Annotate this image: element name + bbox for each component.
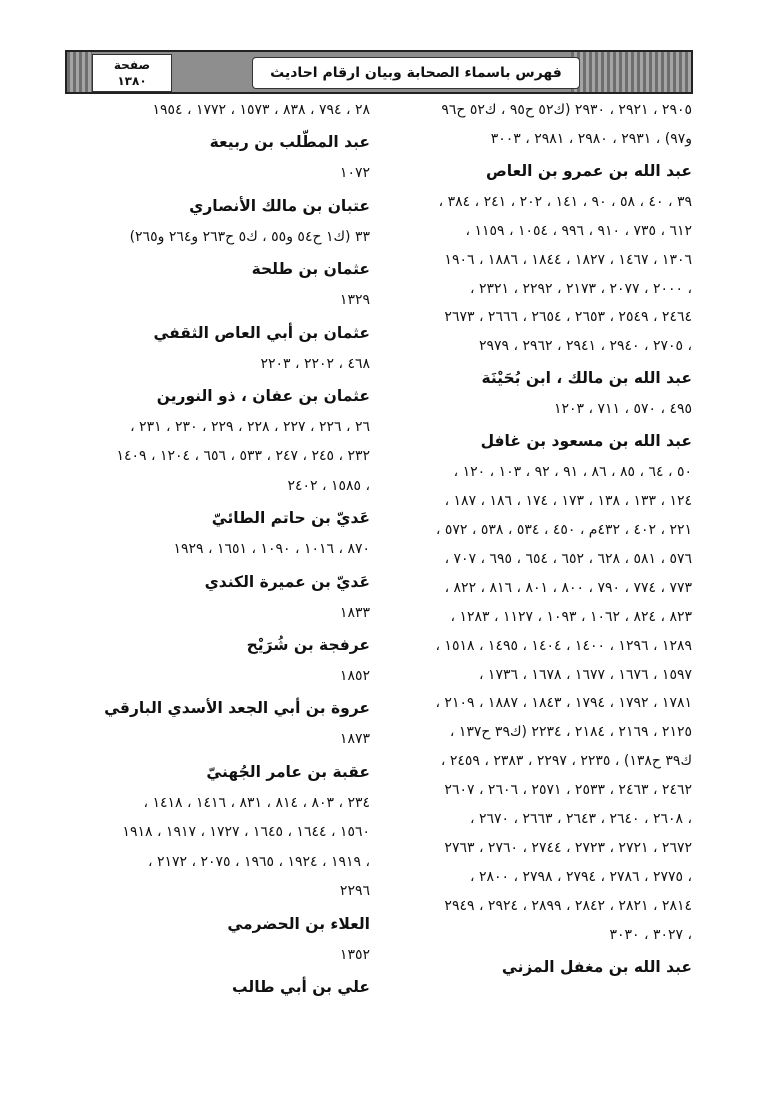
page-number: ١٣٨٠ bbox=[117, 74, 147, 88]
header-hatch-right bbox=[571, 52, 691, 92]
entry bbox=[60, 125, 370, 188]
entry bbox=[60, 970, 370, 1004]
companion-name: عرفجة بن شُرَيْح bbox=[246, 636, 370, 655]
entry bbox=[60, 96, 370, 125]
hadith-numbers: ٤٦٨ ، ٢٢٠٢ ، ٢٢٠٣ bbox=[260, 355, 370, 372]
hadith-numbers: ٥٠ ، ٦٤ ، ٨٥ ، ٨٦ ، ٩١ ، ٩٢ ، ١٠٣ ، ١٢٠ ، ١٢٤ ، ١٣٣ ، ١٣٨ ، ١٧٣ ، ١٧٤ ، ١٨٦ ، ١٨٧ ، ٢٢١ ، ٤٠٢ ، ٤٣٢م ، ٤٥٠ ، ٥٣٤ ، ٥٣٨ ، ٥٧٢ ، ٥٧٦ ، ٥٨١ ، ٦٢٨ ، ٦٥٢ ، ٦٥٤ ، ٦٩٥ ، ٧٠٧ ، ٧٧٣ ، ٧٧٤ ، ٧٩٠ ، ٨٠٠ ، ٨٠١ ، ٨١٦ ، ٨٢٢ ، ٨٢٣ ، ٨٢٤ ، ١٠٦٢ ، ١٠٩٣ ، ١١٢٧ ، ١٢٨٣ ، ١٢٨٩ ، ١٢٩٦ ، ١٤٠٠ ، ١٤٠٤ ، ١٤٩٥ ، ١٥١٨ ، ١٥٩٧ ، ١٦٧٦ ، ١٦٧٧ ، ١٦٧٨ ، ١٧٣٦ ، ١٧٨١ ، ١٧٩٢ ، ١٧٩٤ ، ١٨٤٣ ، ١٨٨٧ ، ٢١٠٩ ، ٢١٢٥ ، ٢١٦٩ ، ٢١٨٤ ، ٢٢٣٤ (ك٣٩ ح١٣٧ ، ك٣٩ ح١٣٨) ، ٢٢٣٥ ، ٢٢٩٧ ، ٢٣٨٣ ، ٢٤٥٩ ، ٢٤٦٢ ، ٢٤٦٣ ، ٢٥٣٣ ، ٢٥٧١ ، ٢٦٠٦ ، ٢٦٠٧ ، ٢٦٠٨ ، ٢٦٤٠ ، ٢٦٤٣ ، ٢٦٦٣ ، ٢٦٧٠ ، ٢٦٧٢ ، ٢٧٢١ ، ٢٧٢٣ ، ٢٧٤٤ ، ٢٧٦٠ ، ٢٧٦٣ ، ٢٧٧٥ ، ٢٧٨٦ ، ٢٧٩٤ ، ٢٧٩٨ ، ٢٨٠٠ ، ٢٨١٤ ، ٢٨٢١ ، ٢٨٤٢ ، ٢٨٩٩ ، ٢٩٢٤ ، ٢٩٤٩ ، ٣٠٢٧ ، ٣٠٣٠ bbox=[435, 464, 692, 943]
entry bbox=[60, 907, 370, 970]
hadith-numbers: ٨٧٠ ، ١٠١٦ ، ١٠٩٠ ، ١٦٥١ ، ١٩٢٩ bbox=[173, 541, 370, 558]
entry bbox=[60, 316, 370, 379]
companion-name: عثمان بن طلحة bbox=[251, 260, 370, 279]
header-hatch-left bbox=[67, 52, 92, 92]
hadith-numbers: ٢٦ ، ٢٢٦ ، ٢٢٧ ، ٢٢٨ ، ٢٢٩ ، ٢٣٠ ، ٢٣١ ، ٢٣٢ ، ٢٤٥ ، ٢٤٧ ، ٥٣٣ ، ٦٥٦ ، ١٢٠٤ ، ١٤٠٩ ، ١٥٨٥ ، ٢٤٠٢ bbox=[116, 419, 370, 494]
companion-name: عَديّ بن حاتم الطائيّ bbox=[211, 509, 370, 528]
companion-name: عبد الله بن عمرو بن العاص bbox=[485, 161, 692, 180]
entry bbox=[60, 379, 370, 501]
hadith-numbers: ١٠٧٢ bbox=[339, 165, 370, 182]
entry bbox=[60, 252, 370, 315]
entry bbox=[60, 565, 370, 628]
hadith-numbers: ١٣٥٢ bbox=[339, 946, 370, 963]
companion-name: عروة بن أبي الجعد الأسدي البارقي bbox=[104, 699, 370, 718]
hadith-numbers: ٤٩٥ ، ٥٧٠ ، ٧١١ ، ١٢٠٣ bbox=[553, 401, 692, 418]
header-title: فهرس باسماء الصحابة وبيان ارقام احاديث bbox=[252, 57, 580, 89]
companion-name: العلاء بن الحضرمي bbox=[227, 914, 370, 933]
entry bbox=[392, 950, 692, 984]
right-column bbox=[392, 96, 692, 984]
left-column bbox=[60, 96, 370, 1004]
hadith-numbers: ١٨٧٣ bbox=[339, 731, 370, 748]
companion-name: عبد الله بن مالك ، ابن بُحَيْنَة bbox=[481, 369, 692, 388]
companion-name: علي بن أبي طالب bbox=[231, 977, 370, 996]
entry bbox=[392, 96, 692, 154]
entry bbox=[60, 189, 370, 252]
entry bbox=[392, 361, 692, 424]
entry bbox=[60, 501, 370, 564]
entry bbox=[60, 691, 370, 754]
hadith-numbers: ٢٨ ، ٧٩٤ ، ٨٣٨ ، ١٥٧٣ ، ١٧٧٢ ، ١٩٥٤ bbox=[152, 102, 370, 118]
hadith-numbers: ٢٣٤ ، ٨٠٣ ، ٨١٤ ، ٨٣١ ، ١٤١٦ ، ١٤١٨ ، ١٥٦٠ ، ١٦٤٤ ، ١٦٤٥ ، ١٧٢٧ ، ١٩١٧ ، ١٩١٨ ، ١٩١٩ ، ١٩٢٤ ، ١٩٦٥ ، ٢٠٧٥ ، ٢١٧٢ ، ٢٢٩٦ bbox=[122, 794, 370, 900]
companion-name: عثمان بن عفان ، ذو النورين bbox=[156, 387, 370, 406]
page-number-box bbox=[92, 54, 172, 92]
companion-name: عبد الله بن مسعود بن غافل bbox=[480, 432, 692, 451]
companion-name: عتبان بن مالك الأنصاري bbox=[189, 196, 370, 215]
entry bbox=[60, 755, 370, 907]
companion-name: عقبة بن عامر الجُهنيّ bbox=[206, 762, 370, 781]
hadith-numbers: ١٨٣٣ bbox=[339, 604, 370, 621]
hadith-numbers: ٢٩٠٥ ، ٢٩٢١ ، ٢٩٣٠ (ك٥٢ ح٩٥ ، ك٥٢ ح٩٦ و٩٧) ، ٢٩٣١ ، ٢٩٨٠ ، ٢٩٨١ ، ٣٠٠٣ bbox=[441, 102, 692, 147]
companion-name: عبد المطّلب بن ربيعة bbox=[209, 133, 370, 152]
hadith-numbers: ٣٩ ، ٤٠ ، ٥٨ ، ٩٠ ، ١٤١ ، ٢٠٢ ، ٢٤١ ، ٣٨٤ ، ٦١٢ ، ٧٣٥ ، ٩١٠ ، ٩٩٦ ، ١٠٥٤ ، ١١٥٩ ، ١٣٠٦ ، ١٤٦٧ ، ١٨٢٧ ، ١٨٤٤ ، ١٨٨٦ ، ١٩٠٦ ، ٢٠٠٠ ، ٢٠٧٧ ، ٢١٧٣ ، ٢٢٩٢ ، ٢٣٢١ ، ٢٤٦٤ ، ٢٥٤٩ ، ٢٦٥٣ ، ٢٦٥٤ ، ٢٦٦٦ ، ٢٦٧٣ ، ٢٧٠٥ ، ٢٩٤٠ ، ٢٩٤١ ، ٢٩٦٢ ، ٢٩٧٩ bbox=[438, 193, 692, 355]
entry bbox=[392, 424, 692, 949]
entry bbox=[60, 628, 370, 691]
companion-name: عثمان بن أبي العاص الثقفي bbox=[153, 323, 370, 342]
entry bbox=[392, 154, 692, 361]
hadith-numbers: ٣٣ (ك١ ح٥٤ و٥٥ ، ك٥ ح٢٦٣ و٢٦٤ و٢٦٥) bbox=[129, 228, 370, 245]
companion-name: عبد الله بن مغفل المزني bbox=[501, 957, 692, 976]
page-header bbox=[65, 50, 693, 94]
page-label: صفحة bbox=[113, 58, 151, 72]
companion-name: عَديّ بن عميرة الكندي bbox=[204, 572, 370, 591]
hadith-numbers: ١٨٥٢ bbox=[339, 668, 370, 685]
hadith-numbers: ١٣٢٩ bbox=[339, 292, 370, 309]
